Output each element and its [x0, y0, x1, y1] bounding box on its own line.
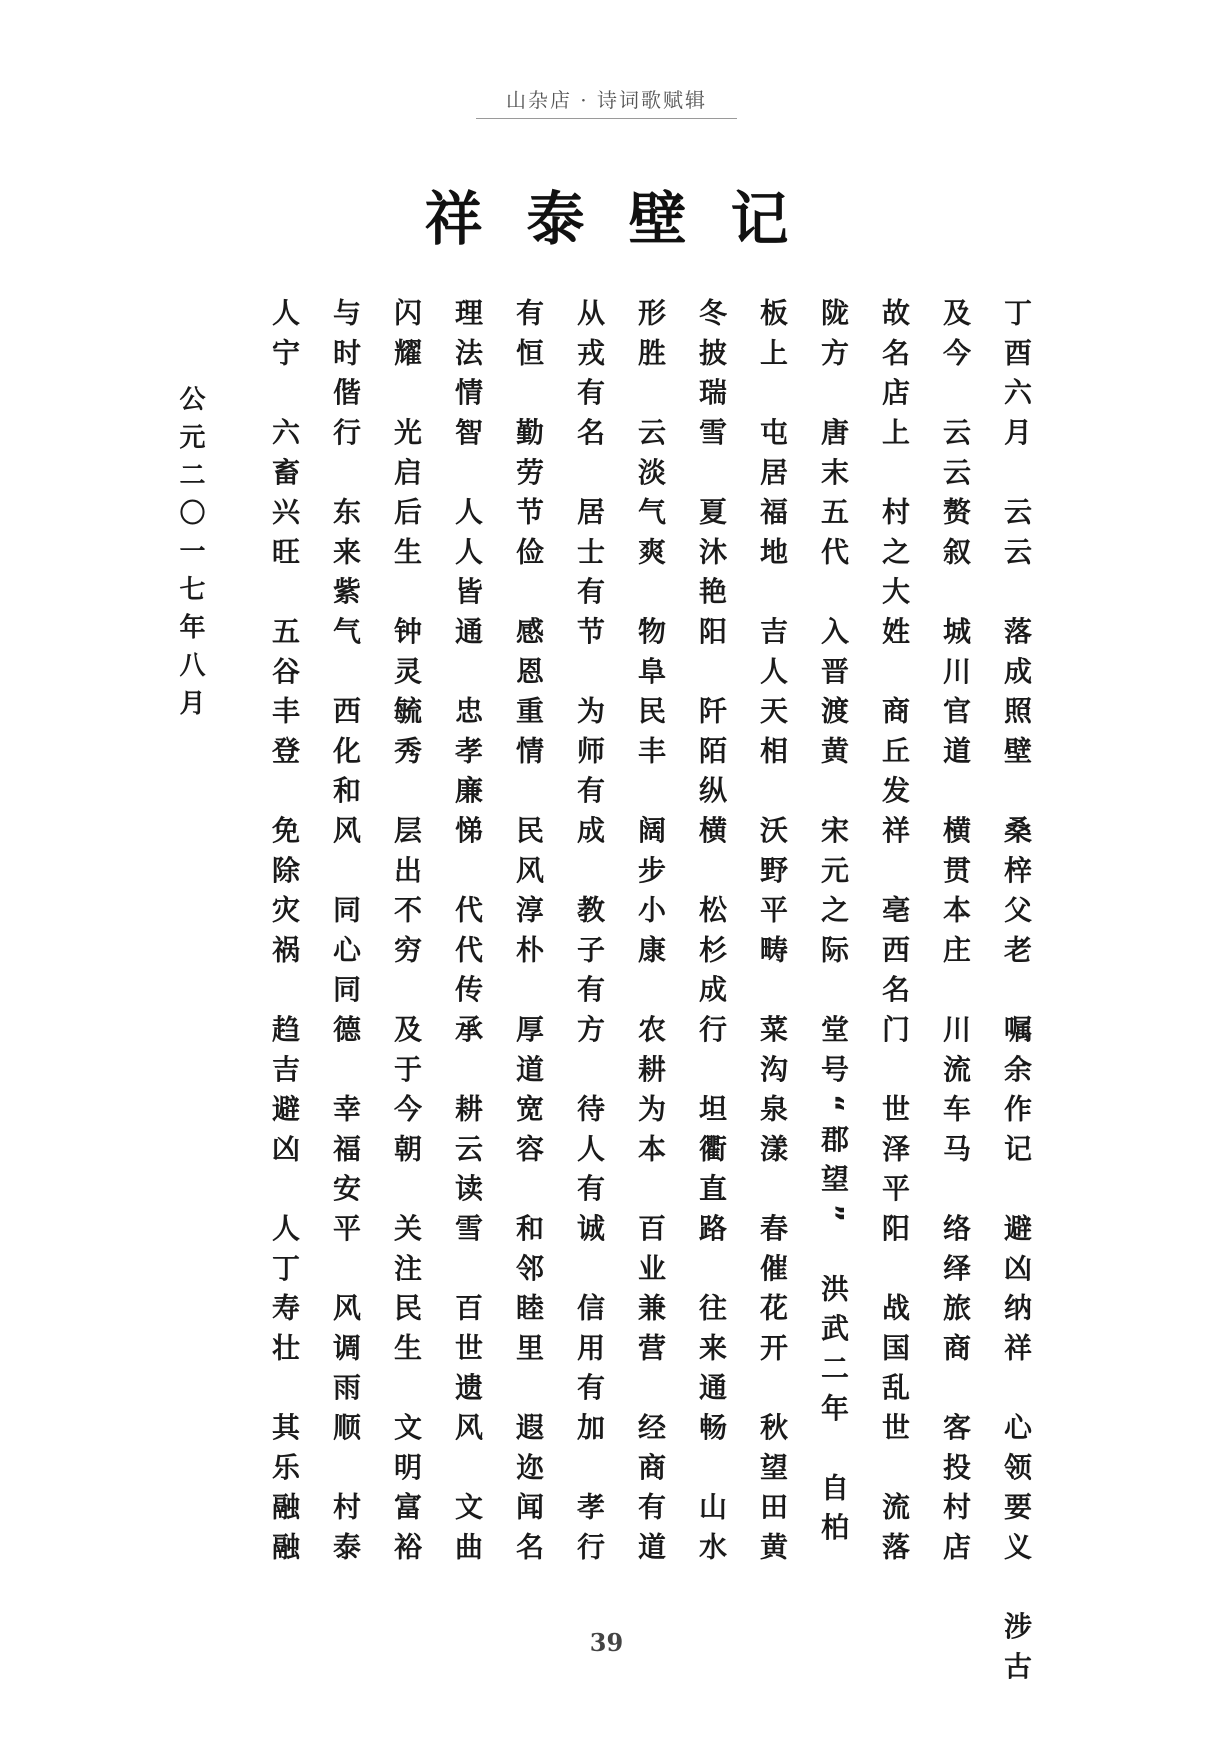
- date-signature: 公元二〇一七年八月: [175, 385, 205, 727]
- text-column: 故名店上 村之大姓 商丘发祥 亳西名门 世泽平阳 战国乱世 流落: [878, 298, 911, 1572]
- text-column: 及今 云云赘叙 城川官道 横贯本庄 川流车马 络绎旅商 客投村店: [939, 298, 972, 1572]
- text-column: 与时偕行 东来紫气 西化和风 同心同德 幸福安平 风调雨顺 村泰: [329, 298, 362, 1572]
- text-column: 闪耀 光启后生 钟灵毓秀 层出不穷 及于今朝 关注民生 文明富裕: [390, 298, 423, 1572]
- text-column: 板上 屯居福地 吉人天相 沃野平畴 菜沟泉漾 春催花开 秋望田黄: [756, 298, 789, 1572]
- text-column: 有恒 勤劳节俭 感恩重情 民风淳朴 厚道宽容 和邻睦里 遐迩闻名: [512, 298, 545, 1572]
- page-number: 39: [589, 1628, 624, 1657]
- text-column: 从戎有名 居士有节 为师有成 教子有方 待人有诚 信用有加 孝行: [573, 298, 606, 1572]
- text-column: 陇方 唐末五代 入晋渡黄 宋元之际 堂号“郡望” 洪武二年 自柏: [817, 298, 850, 1553]
- text-column: 形胜 云淡气爽 物阜民丰 阔步小康 农耕为本 百业兼营 经商有道: [634, 298, 667, 1572]
- running-header: 山杂店 · 诗词歌赋辑: [505, 88, 708, 112]
- text-column: 人宁 六畜兴旺 五谷丰登 免除灾祸 趋吉避凶 人丁寿壮 其乐融融: [268, 298, 301, 1572]
- page-title: 祥泰壁记: [424, 185, 833, 253]
- header-rule: [476, 118, 737, 119]
- text-column: 丁酉六月 云云 落成照壁 桑梓父老 嘱余作记 避凶纳祥 心领要义 涉古: [1000, 298, 1033, 1691]
- text-column: 理法情智 人人皆通 忠孝廉悌 代代传承 耕云读雪 百世遗风 文曲: [451, 298, 484, 1572]
- text-column: 冬披瑞雪 夏沐艳阳 阡陌纵横 松杉成行 坦衢直路 往来通畅 山水: [695, 298, 728, 1572]
